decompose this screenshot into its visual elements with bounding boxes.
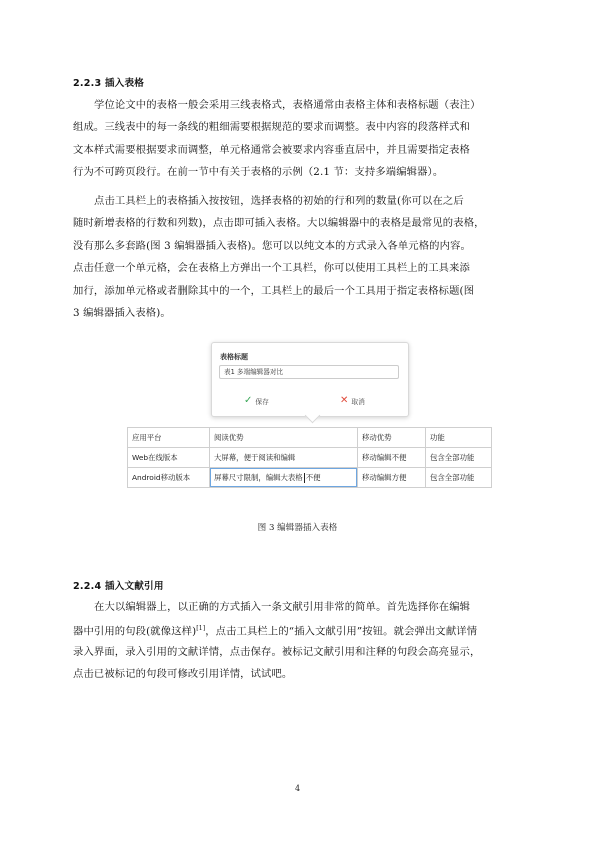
table-header-cell[interactable]: 应用平台 [128,428,210,448]
section-heading-2-2-4: 2.2.4 插入文献引用 [73,581,164,592]
paragraph-line: 学位论文中的表格一般会采用三线表格式，表格通常由表格主体和表格标题（表注） [94,99,481,111]
cancel-button[interactable] [340,396,365,406]
table-cell[interactable]: 包含全部功能 [426,448,492,468]
table-cell[interactable]: 包含全部功能 [426,468,492,488]
paragraph-line: 加行，添加单元格或者删除其中的一个，工具栏上的最后一个工具用于指定表格标题(图 [73,285,475,297]
paragraph-line: 点击工具栏上的表格插入按按钮，选择表格的初始的行和列的数量(你可以在之后 [94,195,464,207]
text-cursor [304,473,305,483]
paragraph-line: 行为不可跨页段行。在前一节中有关于表格的示例（2.1 节：支持多端编辑器）。 [73,166,444,178]
table-cell[interactable]: 大屏幕，便于阅读和编辑 [210,448,358,468]
check-icon: ✓ [244,395,253,406]
paragraph-line: 录入界面，录入引用的文献详情，点击保存。被标记文献引用和注释的句段会高亮显示， [73,646,481,658]
table-header-cell[interactable]: 功能 [426,428,492,448]
citation-mark[interactable]: [1] [196,625,206,632]
table-row [128,468,492,488]
save-button-label: 保存 [255,398,269,406]
paragraph-text: ，点击工具栏上的“插入文献引用”按钮。就会弹出文献详情 [205,625,478,638]
table-header-row [128,428,492,448]
table-cell[interactable]: 移动编辑不便 [358,448,426,468]
table-cell[interactable]: Web在线版本 [128,448,210,468]
paragraph-line: 随时新增表格的行数和列数)，点击即可插入表格。大以编辑器中的表格是最常见的表格， [73,217,485,229]
page-number: 4 [294,784,301,793]
table-cell[interactable]: 移动编辑方便 [358,468,426,488]
popup-title: 表格标题 [220,353,248,361]
paragraph-line [73,622,525,638]
paragraph-line: 在大以编辑器上，以正确的方式插入一条文献引用非常的简单。首先选择你在编辑 [94,601,471,613]
paragraph-line: 点击任意一个单元格，会在表格上方弹出一个工具栏，你可以使用工具栏上的工具来添 [73,262,470,274]
editor-table [127,427,492,488]
save-button[interactable] [244,396,269,406]
table-header-cell[interactable]: 阅读优势 [210,428,358,448]
table-row [128,448,492,468]
close-icon: ✕ [340,395,349,406]
paragraph-line: 点击已被标记的句段可修改引用详情，试试吧。 [73,668,293,680]
editor-table-figure [127,342,491,494]
active-table-cell[interactable] [210,468,358,488]
paragraph-line: 3 编辑器插入表格)。 [73,307,171,319]
section-heading-2-2-3: 2.2.3 插入表格 [73,78,145,89]
table-cell[interactable]: Android移动版本 [128,468,210,488]
paragraph-line: 没有那么多套路(图 3 编辑器插入表格)。您可以以纯文本的方式录入各单元格的内容。 [73,240,471,252]
cell-text: 屏幕尺寸限制，编辑大表格 [214,473,303,482]
table-header-cell[interactable]: 移动优势 [358,428,426,448]
figure-caption: 图 3 编辑器插入表格 [257,523,338,533]
paragraph-line: 组成。三线表中的每一条线的粗细需要根据规范的要求而调整。表中内容的段落样式和 [73,121,470,133]
paragraph-line: 文本样式需要根据要求而调整，单元格通常会被要求内容垂直居中，并且需要指定表格 [73,144,470,156]
table-caption-input[interactable]: 表1 多端编辑器对比 [219,365,399,379]
cell-text: 不便 [305,473,321,482]
table-caption-popup [211,342,409,417]
cancel-button-label: 取消 [351,398,365,406]
cited-sentence[interactable]: 器中引用的句段(就像这样) [73,625,197,638]
